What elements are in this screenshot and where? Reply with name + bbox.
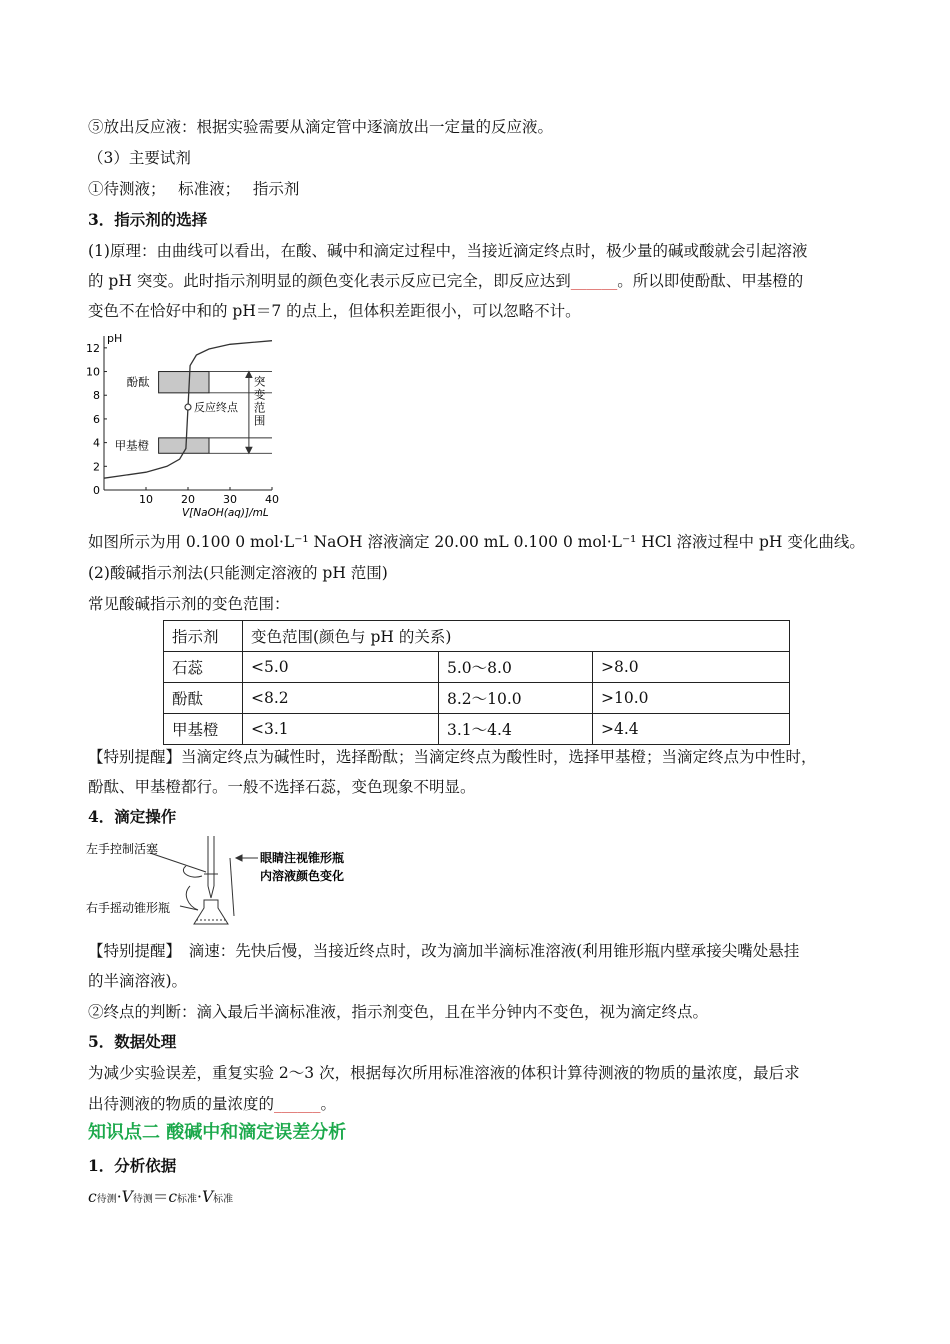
table-row: [164, 652, 790, 683]
section-heading-error-analysis: 知识点二 酸碱中和滴定误差分析: [88, 1122, 347, 1143]
x-tick-label: 20: [181, 493, 195, 506]
table-cell: 石蕊: [164, 652, 243, 683]
reagents-list: ①待测液； 标准液； 指示剂: [88, 180, 300, 198]
endpoint-label: 反应终点: [194, 401, 238, 415]
table-cell: <5.0: [243, 652, 439, 683]
tip-2-line-1: 【特别提醒】 滴速：先快后慢，当接近终点时，改为滴加半滴标准溶液(利用锥形瓶内壁承接尖嘴处悬挂: [88, 942, 800, 960]
jump-range-char: 围: [253, 413, 266, 428]
indicator-table: [163, 620, 790, 745]
table-header-cell: 变色范围(颜色与 pH 的关系): [243, 621, 790, 652]
table-cell: 5.0～8.0: [439, 652, 593, 683]
table-cell: 8.2～10.0: [439, 683, 593, 714]
table-cell: 酚酞: [164, 683, 243, 714]
titration-illustration: [86, 836, 366, 932]
eye-watch-label: 眼睛注视锥形瓶: [260, 851, 345, 865]
jump-range-bracket: [246, 372, 252, 454]
heading-analysis-basis: 1．分析依据: [88, 1156, 177, 1175]
heading-titration-operation: 4．滴定操作: [88, 807, 177, 826]
x-tick-label: 40: [265, 493, 279, 506]
formula: c待测·V待测＝c标准·V标准: [88, 1188, 234, 1206]
data-processing-line-1: 为减少实验误差，重复实验 2～3 次，根据每次所用标准溶液的体积计算待测液的物质的量浓度，最后求: [88, 1064, 800, 1082]
x-tick-label: 30: [223, 493, 237, 506]
endpoint-marker: [185, 404, 191, 410]
jump-range-char: 范: [253, 400, 266, 415]
heading-data-processing: 5．数据处理: [88, 1032, 177, 1051]
x-tick-label: 10: [139, 493, 153, 506]
table-row: [164, 683, 790, 714]
indicator-band: [159, 372, 209, 393]
subheading-reagents: （3）主要试剂: [88, 149, 191, 167]
table-cell: <8.2: [243, 683, 439, 714]
endpoint-judgment: ②终点的判断：滴入最后半滴标准液，指示剂变色，且在半分钟内不变色，视为滴定终点。: [88, 1003, 709, 1021]
principle-line-2: 的 pH 突变。此时指示剂明显的颜色变化表示反应已完全，即反应达到______。所以即使酚酞、甲基橙的: [88, 272, 804, 290]
chart-caption: 如图所示为用 0.100 0 mol·L⁻¹ NaOH 溶液滴定 20.00 mL 0.100 0 mol·L⁻¹ HCl 溶液过程中 pH 变化曲线。: [88, 533, 865, 551]
y-tick-label: 0: [93, 484, 100, 497]
tip-1-line-1: 【特别提醒】当滴定终点为碱性时，选择酚酞；当滴定终点为酸性时，选择甲基橙；当滴定终点为中性时，: [88, 748, 817, 766]
jump-arrow-top: [246, 372, 252, 378]
table-cell: >8.0: [593, 652, 790, 683]
right-hand-swirl-label: 右手摇动锥形瓶: [86, 901, 171, 915]
y-tick-label: 6: [93, 412, 100, 426]
table-cell: <3.1: [243, 714, 439, 745]
y-tick-label: 8: [93, 389, 100, 403]
heading-indicator-choice: 3．指示剂的选择: [88, 210, 208, 229]
step-5-text: ⑤放出反应液：根据实验需要从滴定管中逐滴放出一定量的反应液。: [88, 118, 554, 136]
table-cell: 3.1～4.4: [439, 714, 593, 745]
table-cell: >4.4: [593, 714, 790, 745]
tip-1-line-2: 酚酞、甲基橙都行。一般不选择石蕊，变色现象不明显。: [88, 778, 476, 796]
tip-2-line-2: 的半滴溶液)。: [88, 972, 188, 990]
titration-curve-chart: [86, 326, 286, 520]
y-axis-label: pH: [107, 332, 123, 345]
jump-range-char: 变: [253, 387, 266, 402]
fill-blank: ______: [274, 1095, 321, 1113]
indicator-range-intro: 常见酸碱指示剂的变色范围：: [88, 595, 290, 613]
table-cell: 甲基橙: [164, 714, 243, 745]
y-tick-label: 10: [86, 365, 100, 379]
fill-blank: ______: [570, 272, 618, 290]
color-change-label: 内溶液颜色变化: [260, 869, 345, 883]
principle-line-1: (1)原理：由曲线可以看出，在酸、碱中和滴定过程中，当接近滴定终点时，极少量的碱或酸就会引起溶液: [88, 242, 808, 260]
methyl-orange-label: 甲基橙: [114, 438, 150, 453]
y-tick-label: 2: [93, 460, 100, 474]
data-processing-line-2: 出待测液的物质的量浓度的______。: [88, 1095, 337, 1113]
table-row: [164, 714, 790, 745]
x-axis-label: V[NaOH(aq)]/mL: [182, 507, 269, 519]
acid-base-indicator-method: (2)酸碱指示剂法(只能测定溶液的 pH 范围): [88, 564, 388, 582]
y-tick-label: 4: [93, 436, 100, 450]
phenolphthalein-label: 酚酞: [126, 375, 150, 390]
y-tick-label: 12: [86, 341, 100, 355]
jump-range-char: 突: [253, 374, 266, 389]
left-hand-valve-label: 左手控制活塞: [86, 842, 159, 856]
principle-line-3: 变色不在恰好中和的 pH＝7 的点上，但体积差距很小，可以忽略不计。: [88, 302, 581, 320]
table-cell: >10.0: [593, 683, 790, 714]
table-header-row: [164, 621, 790, 652]
table-header-cell: 指示剂: [164, 621, 243, 652]
jump-arrow-bottom: [246, 447, 252, 453]
